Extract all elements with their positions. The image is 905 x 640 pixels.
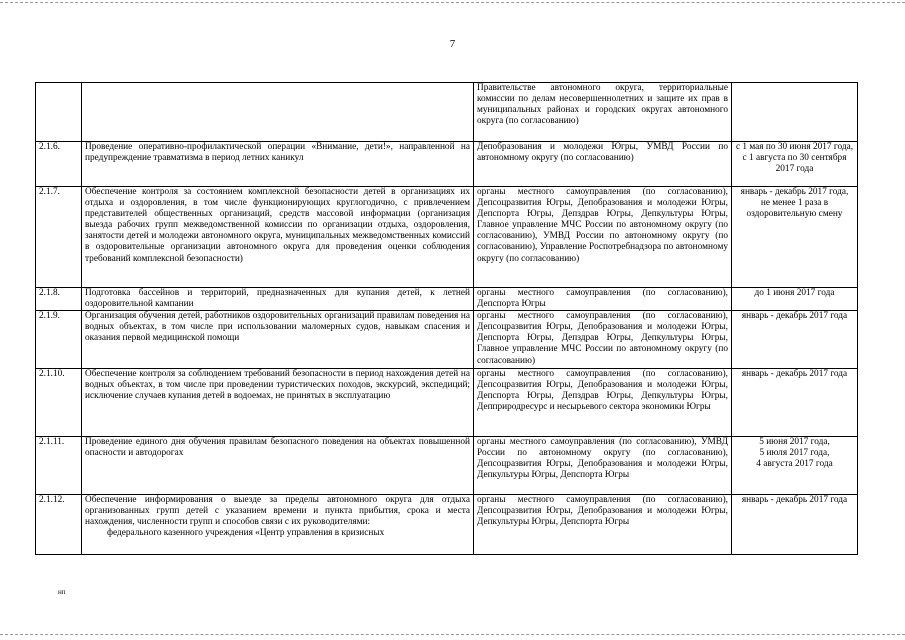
table-row	[36, 369, 858, 437]
row-description: Обеспечение контроля за состоянием комплексной безопасности детей в организациях их отдыха и оздоровления, в том числе функционирующих круглогодично, с привлечением представителей общественных организаций, средств массовой информации (организация выезда рабочих групп межведомственной комиссии по организации отдыха, оздоровления, занятости детей и молодежи автономного округа, муниципальных межведомственных комиссий в оздоровительные организации автономного округа для проведения оценки соблюдения требований комплексной безопасности)	[82, 187, 474, 288]
row-number: 2.1.7.	[36, 187, 82, 288]
row-number: 2.1.9.	[36, 311, 82, 369]
table-row	[36, 288, 858, 311]
row-description-continuation: федерального казенного учреждения «Центр управления в кризисных	[107, 528, 385, 539]
page-number: 7	[449, 38, 456, 50]
row-term: январь - декабрь 2017 года	[732, 311, 858, 369]
row-description: Проведение оперативно-профилактической операции «Внимание, дети!», направленной на предупреждение травматизма в период летних каникул	[82, 142, 474, 187]
row-term: январь - декабрь 2017 года	[732, 369, 858, 437]
row-number: 2.1.12.	[36, 495, 82, 555]
row-executors: Депобразования и молодежи Югры, УМВД России по автономному округу (по согласованию)	[474, 142, 732, 187]
row-description: Подготовка бассейнов и территорий, предназначенных для купания детей, к летней оздоровительной кампании	[82, 288, 474, 311]
row-description: Организация обучения детей, работников оздоровительных организаций правилам поведения на водных объектах, в том числе при использовании маломерных судов, навыкам спасения и оказания первой медицинской помощи	[82, 311, 474, 369]
scan-bottom-edge	[0, 634, 905, 635]
row-executors: органы местного самоуправления (по согласованию), Депсоцразвития Югры, Депобразования и молодежи Югры, Депспорта Югры, Депздрав Югры, Депкультуры Югры, Главное управление МЧС России по автономному округу (по согласованию)	[474, 311, 732, 369]
corner-mark: нп	[58, 588, 66, 596]
row-description: Обеспечение контроля за соблюдением требований безопасности в период нахождения детей на водных объектах, в том числе при проведении туристических походов, экскурсий, экспедиций; исключение случаев купания детей в водоемах, не принятых в эксплуатацию	[82, 369, 474, 437]
row-executors: органы местного самоуправления (по согласованию), Депсоцразвития Югры, Депобразования и молодежи Югры, Депкультуры Югры, Депспорта Югры	[474, 495, 732, 555]
row-term: 5 июня 2017 года, 5 июля 2017 года, 4 августа 2017 года	[732, 437, 858, 495]
row-term: январь - декабрь 2017 года	[732, 495, 858, 555]
table-row	[36, 311, 858, 369]
row-term: до 1 июня 2017 года	[732, 288, 858, 311]
row-term	[732, 83, 858, 142]
row-executors: органы местного самоуправления (по согласованию), Депсоцразвития Югры, Депобразования и молодежи Югры, Депспорта Югры, Депздрав Югры, Депкультуры Югры, Главное управление МЧС России по автономному округу (по согласованию), УМВД России по автономному округу (по согласованию), Управление Роспотребнадзора по автономному округу (по согласованию)	[474, 187, 732, 288]
table-row	[36, 437, 858, 495]
table-row	[36, 83, 858, 142]
row-description: Проведение единого дня обучения правилам безопасного поведения на объектах повышенной опасности и автодорогах	[82, 437, 474, 495]
row-term: с 1 мая по 30 июня 2017 года, с 1 августа по 30 сентября 2017 года	[732, 142, 858, 187]
row-number: 2.1.6.	[36, 142, 82, 187]
table-row	[36, 495, 858, 555]
row-executors: органы местного самоуправления (по согласованию), Депсоцразвития Югры, Депобразования и молодежи Югры, Депспорта Югры, Депздрав Югры, Депкультуры Югры, Депприродресурс и несырьевого сектора экономики Югры	[474, 369, 732, 437]
row-executors: Правительстве автономного округа, территориальные комиссии по делам несовершеннолетних и защите их прав в муниципальных районах и городских округах автономного округа (по согласованию)	[474, 83, 732, 142]
table-row	[36, 187, 858, 288]
scan-top-edge	[0, 2, 905, 3]
row-number: 2.1.8.	[36, 288, 82, 311]
row-term: январь - декабрь 2017 года, не менее 1 раза в оздоровительную смену	[732, 187, 858, 288]
row-number: 2.1.11.	[36, 437, 82, 495]
measures-table	[35, 82, 858, 555]
row-description	[82, 495, 474, 555]
row-description-main: Обеспечение информирования о выезде за пределы автономного округа для отдыха организованных групп детей с указанием времени и пункта прибытия, срока и места нахождения, численности групп и способов связи с их руководителями:	[85, 495, 470, 528]
row-description	[82, 83, 474, 142]
row-executors: органы местного самоуправления (по согласованию), Депспорта Югры	[474, 288, 732, 311]
row-number: 2.1.10.	[36, 369, 82, 437]
row-number	[36, 83, 82, 142]
row-executors: органы местного самоуправления (по согласованию), УМВД России по автономному округу (по согласованию), Депсоцразвития Югры, Депобразования и молодежи Югры, Депкультуры Югры, Депспорта Югры	[474, 437, 732, 495]
table-row	[36, 142, 858, 187]
